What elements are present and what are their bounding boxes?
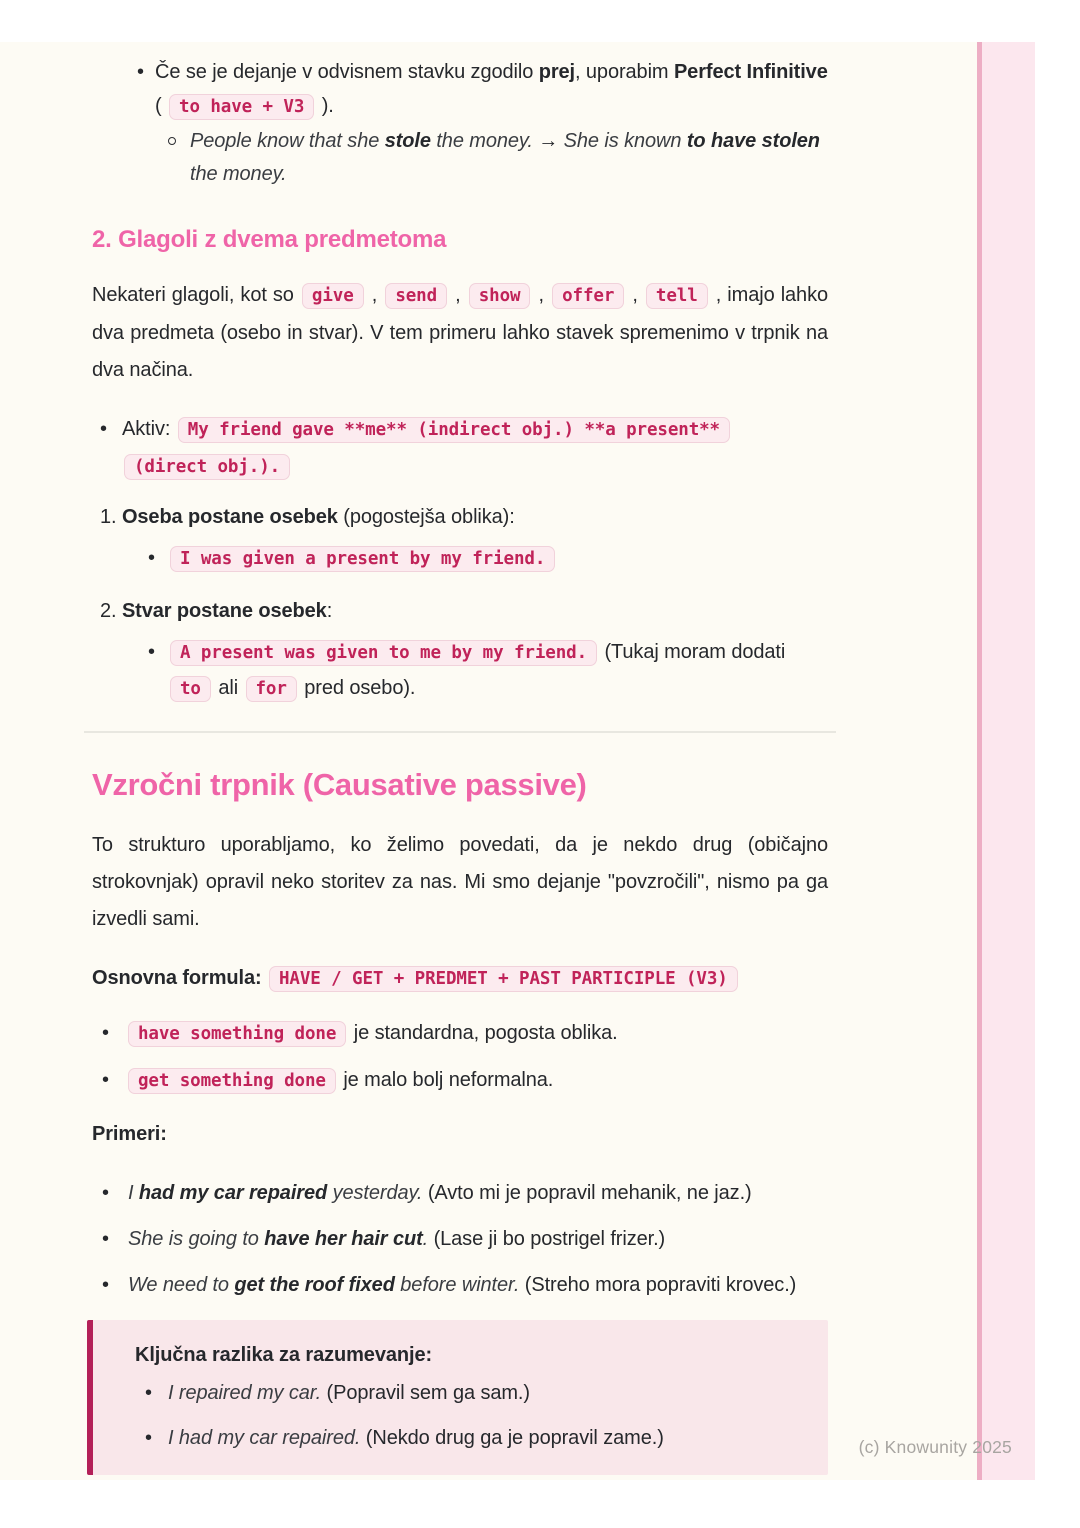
text-segment: Osnovna formula:	[92, 967, 267, 989]
paragraph-two-objects	[92, 277, 828, 389]
primeri-label	[92, 1122, 828, 1147]
perfect-infinitive-list	[92, 55, 828, 191]
paragraph-causative	[92, 827, 828, 938]
text-segment: Če se je dejanje v odvisnem stavku zgodilo	[155, 61, 539, 83]
example-sublist	[100, 635, 828, 707]
inline-code-chip: A present was given to me by my friend.	[170, 640, 597, 666]
intro-sub-text	[190, 130, 820, 185]
text-segment: have her hair cut	[264, 1228, 423, 1250]
text-segment: ali	[212, 677, 244, 699]
text-segment: pred osebo).	[298, 677, 416, 699]
text-segment: Nekateri glagoli, kot so	[92, 284, 300, 306]
inline-code-chip: send	[385, 283, 447, 309]
text-segment: →	[538, 130, 564, 152]
example-sentence	[128, 1228, 665, 1250]
intro-sub-list	[155, 125, 828, 191]
text-segment: stole	[384, 130, 431, 152]
list-item	[100, 541, 828, 577]
text-segment: .	[422, 1228, 429, 1250]
numbered-item-2	[92, 599, 828, 707]
text-segment: Perfect Infinitive	[673, 61, 828, 83]
text-segment: People know that she	[190, 130, 385, 152]
intro-bullet-text	[155, 61, 828, 117]
example-sentence	[128, 1274, 796, 1296]
numbered-item-2-label	[100, 600, 332, 622]
callout-title	[135, 1342, 798, 1368]
text-segment: ,	[532, 284, 551, 306]
text-segment: ,	[449, 284, 467, 306]
text-segment: before winter.	[394, 1274, 520, 1296]
inline-code-chip: tell	[646, 283, 708, 309]
list-item	[92, 1177, 828, 1210]
text-segment: She is going to	[128, 1228, 265, 1250]
text-segment: (Lase ji bo postrigel frizer.)	[428, 1228, 666, 1250]
document-page	[0, 42, 1035, 1480]
text-segment: the money.	[190, 163, 287, 185]
inline-code-chip: get something done	[128, 1068, 336, 1094]
text-segment: ,	[365, 284, 384, 306]
formula-variant-get	[126, 1069, 553, 1091]
aktiv-text	[122, 418, 732, 477]
text-segment: yesterday.	[327, 1182, 423, 1204]
text-segment: Primeri:	[92, 1123, 167, 1145]
text-segment: ,	[626, 284, 644, 306]
text-segment: She is known	[563, 130, 687, 152]
list-item	[92, 1017, 828, 1051]
inline-code-chip: for	[246, 676, 297, 702]
inline-code-chip: give	[302, 283, 364, 309]
text-segment: 1.	[100, 506, 122, 528]
text-segment: Stvar postane osebek	[121, 600, 327, 622]
text-segment: I repaired my car.	[168, 1382, 322, 1404]
example-sentence	[128, 1182, 752, 1204]
text-segment: Oseba postane osebek	[121, 506, 338, 528]
inline-code-chip: offer	[552, 283, 624, 309]
callout-sentence	[168, 1382, 530, 1404]
list-item	[92, 55, 828, 191]
text-segment: 2.	[100, 600, 122, 622]
examples-list	[92, 1177, 828, 1302]
example-sublist	[100, 541, 828, 577]
inline-code-chip: My friend gave **me** (indirect obj.) **a present** (direct obj.).	[124, 417, 730, 480]
text-segment: We need to	[128, 1274, 235, 1296]
list-item	[92, 1064, 828, 1098]
text-segment: I had my car repaired.	[168, 1427, 361, 1449]
numbered-item-1	[92, 505, 828, 577]
inline-code-chip: I was given a present by my friend.	[170, 546, 555, 572]
inline-code-chip: show	[469, 283, 531, 309]
formula-line	[92, 962, 828, 995]
aktiv-list	[92, 411, 828, 485]
text-segment: the money.	[430, 130, 539, 152]
list-item	[135, 1426, 798, 1451]
key-difference-callout	[87, 1320, 828, 1475]
text-segment: je standardna, pogosta oblika.	[348, 1022, 618, 1044]
inline-code-chip: HAVE / GET + PREDMET + PAST PARTICIPLE (V3)	[269, 966, 738, 992]
copyright-notice: (c) Knowunity 2025	[858, 1437, 1012, 1457]
list-item	[92, 411, 828, 485]
text-segment: ).	[316, 95, 334, 117]
example-sentence	[168, 641, 785, 699]
section-divider	[84, 731, 836, 733]
callout-sentence	[168, 1427, 664, 1449]
formula-variants-list	[92, 1017, 828, 1098]
inline-code-chip: to have + V3	[169, 94, 314, 120]
text-segment: je malo bolj neformalna.	[337, 1069, 554, 1091]
text-segment: (Popravil sem ga sam.)	[321, 1382, 530, 1404]
section-heading-causative: Vzročni trpnik (Causative passive)	[92, 767, 587, 802]
text-segment: had my car repaired	[138, 1182, 328, 1204]
text-segment: , uporabim	[574, 61, 674, 83]
decorative-right-stripe	[977, 42, 1035, 1480]
text-segment: I	[128, 1182, 139, 1204]
callout-list	[135, 1381, 798, 1451]
list-item	[155, 125, 828, 191]
text-segment: (Streho mora popraviti krovec.)	[519, 1274, 797, 1296]
text-segment: to have stolen	[686, 130, 820, 152]
text-segment: Aktiv:	[122, 418, 176, 440]
text-segment: (pogostejša oblika):	[337, 506, 515, 528]
text-segment: (Nekdo drug ga je popravil zame.)	[360, 1427, 664, 1449]
text-segment: (Tukaj moram dodati	[599, 641, 786, 663]
inline-code-chip: to	[170, 676, 211, 702]
text-segment: , imajo lahko dva predmeta (osebo in stvar). V tem primeru lahko stavek spremenimo v trpnik na dva načina.	[92, 284, 829, 381]
text-segment: Ključna razlika za razumevanje:	[135, 1344, 433, 1366]
list-item	[92, 1269, 828, 1302]
formula-variant-have	[126, 1022, 618, 1044]
section-heading-two-objects: 2. Glagoli z dvema predmetoma	[92, 226, 447, 253]
document-content	[0, 42, 828, 1475]
list-item	[135, 1381, 798, 1406]
list-item	[100, 635, 828, 707]
text-segment: (Avto mi je popravil mehanik, ne jaz.)	[422, 1182, 752, 1204]
text-segment: prej	[538, 61, 575, 83]
example-sentence	[168, 547, 557, 569]
text-segment: :	[326, 600, 333, 622]
text-segment: To strukturo uporabljamo, ko želimo povedati, da je nekdo drug (običajno strokovnjak) opravil neko storitev za nas. Mi smo dejanje "povzročili", nismo pa ga izvedli sami.	[92, 834, 828, 930]
numbered-item-1-label	[100, 506, 515, 528]
inline-code-chip: have something done	[128, 1021, 346, 1047]
list-item	[92, 1223, 828, 1256]
text-segment: get the roof fixed	[234, 1274, 395, 1296]
text-segment: (	[155, 95, 168, 117]
passive-options-list	[92, 505, 828, 707]
